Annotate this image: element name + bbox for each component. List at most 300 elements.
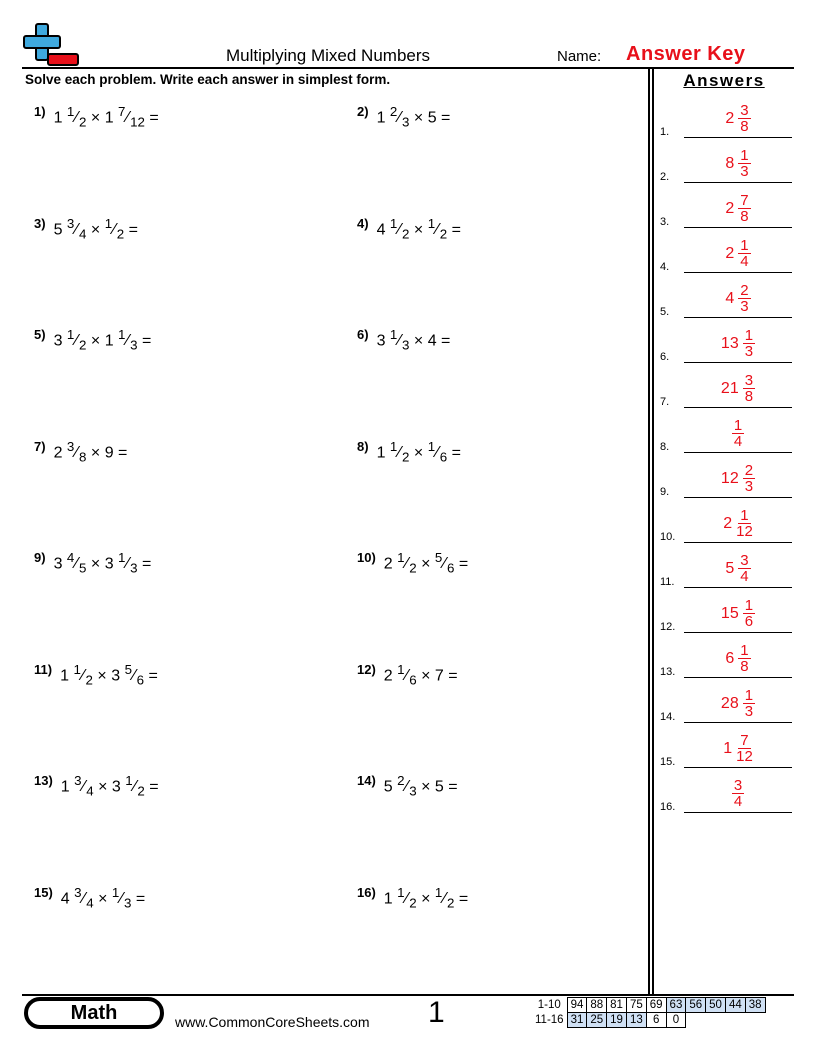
problem-den: 3 [124, 895, 132, 911]
problem-num: 1 [118, 550, 126, 565]
problem-whole: 5 [53, 220, 63, 238]
answer-key-label: Answer Key [626, 43, 746, 65]
fraction-slash: ⁄ [75, 555, 79, 573]
problem-den: 8 [79, 449, 87, 465]
answer-whole: 13 [720, 334, 739, 352]
answer-row [660, 273, 792, 318]
problem-op: × [413, 443, 424, 461]
problem-den: 4 [79, 226, 87, 242]
answer-denominator: 6 [744, 613, 754, 630]
problem-den: 2 [116, 226, 125, 242]
problem-num: 1 [427, 438, 436, 454]
problem-eq: = [149, 109, 159, 127]
problem-den: 2 [79, 114, 87, 130]
problem-num: 1 [111, 884, 120, 900]
problem-num: 1 [427, 215, 436, 231]
answers-column-divider-inner [652, 68, 654, 994]
problem-num: 4 [66, 550, 75, 565]
answer-row [660, 633, 792, 678]
problem-den: 6 [409, 672, 417, 688]
score-cell: 19 [607, 1013, 627, 1028]
problem-num: 1 [389, 327, 398, 342]
answer-value [684, 463, 792, 494]
answers-column-divider [648, 68, 650, 994]
problem-op: × [98, 889, 108, 907]
problem-number: 1) [34, 104, 46, 120]
problem-op: × [413, 332, 424, 350]
problem-den: 4 [86, 783, 94, 799]
answer-line [684, 812, 792, 813]
score-cell: 94 [567, 998, 587, 1013]
problem-whole: 9 [104, 443, 114, 461]
answer-numerator: 3 [744, 372, 754, 389]
score-row [532, 998, 765, 1013]
problem-whole: 5 [434, 778, 444, 796]
answer-whole: 8 [725, 154, 735, 172]
problem-num: 3 [66, 215, 75, 231]
answer-whole: 2 [725, 109, 735, 127]
answer-row [660, 588, 792, 633]
problem-num: 2 [389, 104, 398, 119]
problem-den: 6 [439, 449, 448, 465]
answer-fraction [743, 598, 755, 629]
score-cell: 0 [666, 1013, 686, 1028]
problem-eq: = [135, 889, 146, 907]
answer-numerator: 2 [744, 462, 754, 479]
answer-numerator: 3 [733, 777, 743, 794]
answer-denominator: 3 [740, 298, 749, 315]
instructions: Solve each problem. Write each answer in simplest form. [25, 72, 391, 87]
problem-number: 8) [357, 438, 369, 454]
answer-number: 16. [660, 801, 676, 813]
problem-whole: 3 [53, 332, 63, 350]
fraction-slash: ⁄ [82, 778, 86, 796]
problem-op: × [421, 666, 431, 684]
problem-num: 1 [434, 884, 443, 900]
fraction-slash: ⁄ [75, 220, 79, 238]
score-cell: 44 [725, 998, 745, 1013]
answer-fraction [738, 103, 750, 134]
fraction-slash: ⁄ [132, 666, 136, 684]
problem-eq: = [451, 443, 461, 461]
problem-eq: = [142, 555, 152, 573]
problem-item [357, 216, 461, 242]
answer-numerator: 1 [744, 687, 754, 704]
answer-numerator: 1 [740, 147, 749, 164]
problem-whole: 1 [60, 666, 69, 684]
problem-item [34, 550, 151, 576]
problem-item [34, 104, 159, 130]
score-cell: 6 [646, 1013, 666, 1028]
problem-eq: = [458, 555, 469, 573]
answer-row [660, 138, 792, 183]
problem-den: 3 [402, 114, 410, 130]
problem-item [357, 773, 458, 799]
answer-denominator: 8 [740, 658, 749, 675]
answer-numerator: 1 [744, 327, 754, 344]
answer-fraction [743, 688, 755, 719]
score-table [532, 997, 766, 1028]
answer-denominator: 12 [736, 748, 753, 765]
problem-op: × [421, 555, 431, 573]
problem-num: 3 [74, 884, 82, 900]
problem-op: × [421, 889, 431, 907]
score-range-label: 1-10 [537, 999, 561, 1011]
problem-den: 3 [130, 337, 138, 353]
problem-den: 6 [136, 672, 145, 688]
answer-denominator: 3 [744, 703, 754, 720]
answer-number: 13. [660, 666, 676, 678]
problem-number: 13) [34, 773, 53, 789]
answer-denominator: 8 [740, 118, 749, 135]
problem-den: 2 [447, 895, 455, 911]
answer-number: 4. [660, 261, 670, 273]
answer-value [684, 103, 792, 134]
answer-whole: 1 [723, 739, 733, 757]
score-cell: 88 [587, 998, 607, 1013]
page-number: 1 [428, 996, 445, 1029]
problem-whole: 3 [53, 555, 63, 573]
problem-whole: 1 [376, 443, 386, 461]
problem-op: × [90, 220, 101, 238]
problem-num: 1 [397, 661, 405, 677]
problem-den: 4 [86, 895, 94, 911]
answer-numerator: 2 [740, 282, 749, 299]
answer-value [684, 283, 792, 314]
fraction-slash: ⁄ [398, 443, 402, 461]
answer-denominator: 3 [740, 163, 749, 180]
problem-whole: 1 [104, 332, 114, 350]
answer-row [660, 228, 792, 273]
score-cell: 38 [745, 998, 765, 1013]
problem-whole: 1 [383, 889, 393, 907]
answer-whole: 21 [720, 379, 739, 397]
answer-denominator: 3 [744, 478, 754, 495]
fraction-slash: ⁄ [398, 332, 402, 350]
answer-numerator: 7 [740, 732, 749, 749]
answer-value [684, 148, 792, 179]
answer-number: 2. [660, 171, 670, 183]
answer-numerator: 1 [733, 417, 743, 434]
problem-den: 2 [439, 226, 448, 242]
problem-den: 2 [402, 449, 410, 465]
problem-eq: = [458, 889, 469, 907]
answer-number: 8. [660, 441, 670, 453]
problem-whole: 3 [376, 332, 386, 350]
fraction-slash: ⁄ [113, 220, 116, 238]
fraction-slash: ⁄ [405, 889, 409, 907]
problem-den: 6 [447, 560, 455, 576]
problem-whole: 1 [104, 109, 114, 127]
answer-row [660, 183, 792, 228]
problem-eq: = [118, 443, 128, 461]
answer-whole: 2 [725, 199, 735, 217]
answer-fraction [743, 373, 755, 404]
problem-num: 1 [118, 327, 126, 342]
answer-number: 3. [660, 216, 670, 228]
answer-number: 9. [660, 486, 670, 498]
problem-number: 2) [357, 104, 369, 120]
answer-number: 6. [660, 351, 670, 363]
answer-whole: 2 [723, 514, 733, 532]
answer-row [660, 678, 792, 723]
problem-op: × [90, 443, 101, 461]
problem-num: 2 [397, 773, 405, 788]
answer-value [684, 598, 792, 629]
problem-num: 3 [66, 438, 75, 454]
problem-eq: = [149, 778, 159, 796]
problem-number: 10) [357, 550, 376, 566]
answer-whole: 2 [725, 244, 735, 262]
problem-number: 9) [34, 550, 46, 566]
problem-op: × [413, 109, 424, 127]
problem-den: 2 [402, 226, 410, 242]
fraction-slash: ⁄ [120, 889, 124, 907]
answer-row [660, 543, 792, 588]
problem-num: 1 [397, 884, 405, 900]
problem-den: 2 [137, 783, 145, 799]
answer-value [684, 373, 792, 404]
footer-divider [22, 994, 794, 996]
answer-row [660, 318, 792, 363]
answer-fraction [732, 778, 744, 809]
problem-number: 3) [34, 215, 46, 231]
problem-op: × [90, 332, 101, 350]
fraction-slash: ⁄ [436, 220, 439, 238]
answer-fraction [736, 508, 753, 539]
problem-eq: = [448, 778, 458, 796]
score-cell: 81 [607, 998, 627, 1013]
problem-item [34, 439, 127, 465]
problem-num: 1 [389, 215, 398, 231]
problem-op: × [97, 666, 107, 684]
answer-value [684, 418, 792, 449]
problem-whole: 2 [383, 666, 393, 684]
score-range-label: 11-16 [535, 1014, 564, 1026]
problem-item [357, 327, 450, 353]
fraction-slash: ⁄ [75, 109, 79, 127]
problem-whole: 3 [104, 555, 114, 573]
answer-fraction [738, 148, 750, 179]
problem-item [357, 104, 450, 130]
problem-den: 12 [130, 114, 145, 130]
problem-item [357, 550, 468, 576]
worksheet-title: Multiplying Mixed Numbers [225, 46, 431, 65]
answer-denominator: 4 [740, 568, 749, 585]
answer-number: 12. [660, 621, 676, 633]
answer-row [660, 498, 792, 543]
problem-num: 7 [118, 104, 126, 119]
subject-badge: Math [24, 997, 164, 1029]
answer-whole: 4 [725, 289, 735, 307]
problem-number: 15) [34, 884, 53, 900]
problem-op: × [90, 109, 101, 127]
problem-item [34, 216, 138, 242]
problem-number: 11) [34, 661, 53, 677]
answer-whole: 12 [720, 469, 739, 487]
problem-eq: = [128, 220, 138, 238]
answer-row [660, 363, 792, 408]
problem-whole: 4 [427, 332, 437, 350]
answer-numerator: 7 [740, 192, 749, 209]
fraction-slash: ⁄ [398, 220, 402, 238]
problem-op: × [421, 778, 431, 796]
score-cell: 13 [626, 1013, 646, 1028]
problem-whole: 7 [434, 666, 444, 684]
answer-number: 1. [660, 126, 670, 138]
score-row [532, 1013, 765, 1028]
answer-whole: 6 [725, 649, 735, 667]
fraction-slash: ⁄ [82, 889, 86, 907]
problem-den: 2 [85, 672, 93, 688]
answer-numerator: 3 [740, 552, 749, 569]
problem-num: 1 [66, 104, 75, 119]
problem-num: 5 [434, 550, 443, 565]
problem-den: 3 [409, 783, 417, 799]
score-cell: 25 [587, 1013, 607, 1028]
problem-num: 1 [73, 661, 81, 677]
answer-number: 10. [660, 531, 676, 543]
problem-item [34, 885, 145, 911]
answer-value [684, 238, 792, 269]
answer-denominator: 4 [740, 253, 749, 270]
answer-whole: 5 [725, 559, 735, 577]
problem-number: 5) [34, 327, 46, 343]
fraction-slash: ⁄ [133, 778, 137, 796]
answer-denominator: 12 [736, 523, 753, 540]
problem-whole: 5 [427, 109, 437, 127]
answer-fraction [736, 733, 753, 764]
problem-whole: 2 [53, 443, 63, 461]
fraction-slash: ⁄ [126, 555, 130, 573]
answer-fraction [732, 418, 744, 449]
answer-numerator: 3 [740, 102, 749, 119]
fraction-slash: ⁄ [75, 443, 79, 461]
answer-denominator: 4 [733, 433, 743, 450]
score-cell: 75 [626, 998, 646, 1013]
problem-eq: = [448, 666, 458, 684]
fraction-slash: ⁄ [75, 332, 79, 350]
answer-denominator: 8 [744, 388, 754, 405]
problem-item [357, 439, 461, 465]
answer-value [684, 733, 792, 764]
problem-number: 6) [357, 327, 369, 343]
fraction-slash: ⁄ [126, 109, 130, 127]
answer-row [660, 453, 792, 498]
answer-fraction [738, 193, 750, 224]
answer-row [660, 723, 792, 768]
fraction-slash: ⁄ [405, 778, 409, 796]
problem-eq: = [441, 109, 451, 127]
problem-item [34, 662, 158, 688]
problem-whole: 4 [60, 889, 70, 907]
problem-whole: 1 [376, 109, 386, 127]
problem-item [34, 773, 159, 799]
answer-number: 14. [660, 711, 676, 723]
answer-row [660, 408, 792, 453]
answer-denominator: 4 [733, 793, 743, 810]
problem-whole: 5 [383, 778, 393, 796]
problem-item [34, 327, 151, 353]
answer-fraction [738, 283, 750, 314]
fraction-slash: ⁄ [126, 332, 130, 350]
problem-den: 2 [409, 895, 417, 911]
answer-row [660, 768, 792, 813]
score-cell: 69 [646, 998, 666, 1013]
problem-item [357, 662, 458, 688]
fraction-slash: ⁄ [443, 555, 447, 573]
answer-value [684, 508, 792, 539]
problem-number: 12) [357, 661, 376, 677]
answer-numerator: 1 [744, 597, 754, 614]
logo-plus-minus-icon [22, 22, 80, 68]
answer-value [684, 553, 792, 584]
answer-row [660, 93, 792, 138]
score-cell: 63 [666, 998, 686, 1013]
answer-fraction [743, 328, 755, 359]
fraction-slash: ⁄ [443, 889, 447, 907]
answer-value [684, 193, 792, 224]
problem-num: 1 [66, 327, 75, 342]
problem-den: 3 [402, 337, 410, 353]
answer-value [684, 328, 792, 359]
problem-num: 1 [389, 438, 398, 454]
score-cell: 50 [706, 998, 726, 1013]
answer-whole: 15 [720, 604, 739, 622]
problem-op: × [413, 220, 424, 238]
answer-numerator: 1 [740, 237, 749, 254]
problem-number: 4) [357, 215, 369, 231]
problem-eq: = [142, 332, 152, 350]
problem-den: 3 [130, 560, 138, 576]
problem-op: × [98, 778, 108, 796]
answer-fraction [743, 463, 755, 494]
problem-den: 2 [79, 337, 87, 353]
problem-number: 16) [357, 884, 376, 900]
answer-number: 15. [660, 756, 676, 768]
header-divider [22, 67, 794, 69]
problem-number: 14) [357, 773, 376, 789]
answer-number: 11. [660, 576, 675, 588]
problem-num: 5 [124, 661, 132, 677]
fraction-slash: ⁄ [405, 555, 409, 573]
problem-num: 1 [104, 215, 113, 231]
problem-item [357, 885, 468, 911]
problem-eq: = [441, 332, 451, 350]
fraction-slash: ⁄ [81, 666, 85, 684]
problem-den: 5 [79, 560, 87, 576]
problem-number: 7) [34, 438, 46, 454]
answer-numerator: 1 [740, 507, 749, 524]
answer-value [684, 778, 792, 809]
problem-op: × [90, 555, 101, 573]
problem-num: 1 [125, 773, 133, 788]
answer-denominator: 8 [740, 208, 749, 225]
answer-denominator: 3 [744, 343, 754, 360]
fraction-slash: ⁄ [398, 109, 402, 127]
answer-numerator: 1 [740, 642, 749, 659]
answer-number: 7. [660, 396, 670, 408]
problem-eq: = [451, 220, 461, 238]
problem-eq: = [148, 666, 158, 684]
answers-title: Answers [683, 71, 765, 90]
answer-whole: 28 [720, 694, 739, 712]
problem-num: 3 [74, 773, 82, 788]
answer-fraction [738, 553, 750, 584]
fraction-slash: ⁄ [436, 443, 439, 461]
answer-fraction [738, 643, 750, 674]
answer-value [684, 688, 792, 719]
